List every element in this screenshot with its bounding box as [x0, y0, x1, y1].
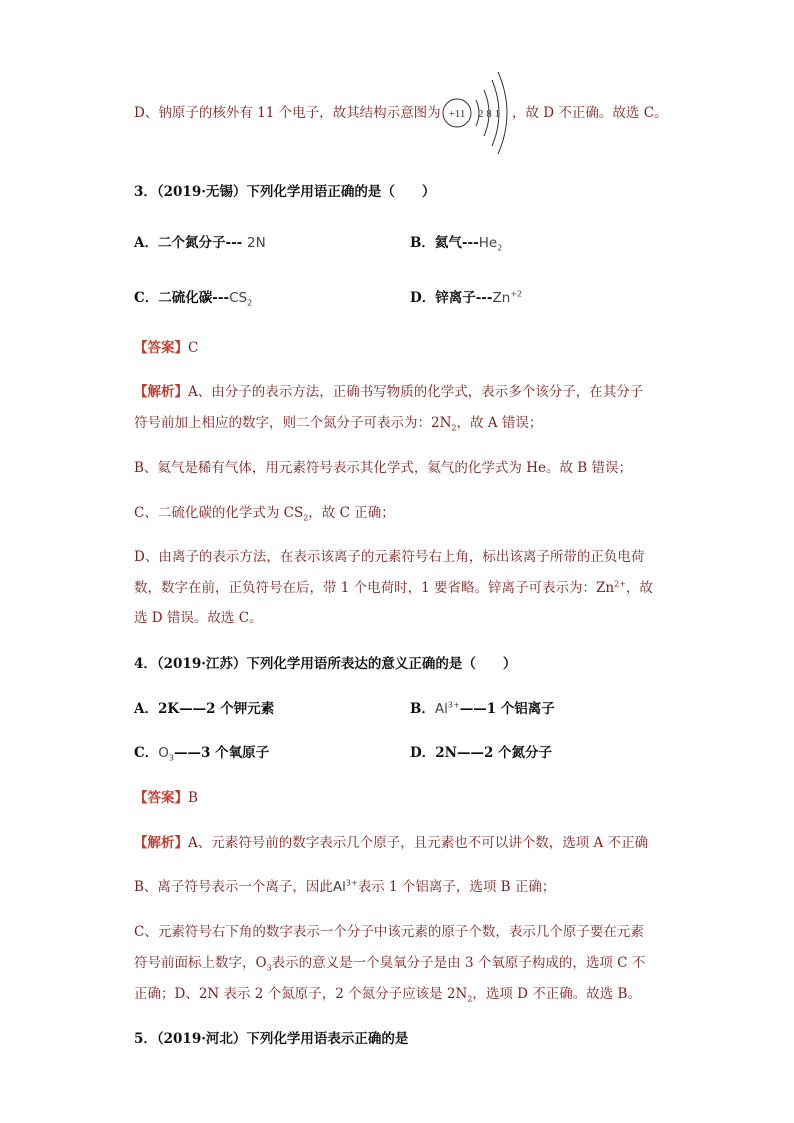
atom-structure-diagram — [440, 66, 510, 156]
atom-shells-label: 2 8 1 — [478, 108, 500, 120]
q3-analysis-1: 【解析】A、由分子的表示方法，正确书写物质的化学式，表示多个该分子，在其分子 — [134, 384, 644, 400]
sodium-structure-line — [134, 103, 441, 123]
q4-analysis-4: 符号前面标上数字，$O_3$表示的意义是一个臭氧分子是由 3 个氧原子构成的，选项 C 不 — [134, 955, 646, 973]
q3-analysis-7: 选 D 错误。故选 C。 — [134, 610, 263, 626]
question-4-title: 4．（2019·江苏）下列化学用语所表达的意义正确的是（ ） — [134, 656, 517, 672]
atom-nucleus-label: +11 — [448, 108, 466, 120]
q3-analysis-5: D、由离子的表示方法，在表示该离子的元素符号右上角，标出该离子所带的正负电荷 — [134, 549, 645, 565]
question-5-title: 5．（2019·河北）下列化学用语表示正确的是 — [134, 1031, 409, 1047]
q3-analysis-4: C、二硫化碳的化学式为 $CS_2$，故 C 正确； — [134, 505, 395, 523]
q3-answer: 【答案】C — [134, 340, 199, 356]
q4-option-c: C．$O_3——3$ 个氧原子 — [134, 745, 270, 763]
q3-analysis-3: B、氦气是稀有气体，用元素符号表示其化学式，氦气的化学式为 He。故 B 错误； — [134, 460, 632, 476]
q4-analysis-5: 正确；D、2N 表示 2 个氮原子，2 个氮分子应该是 $2N_2$，选项 D 不正确。故选 B。 — [134, 986, 641, 1004]
q4-analysis-1: 【解析】A、元素符号前的数字表示几个原子，且元素也不可以讲个数，选项 A 不正确 — [134, 835, 649, 851]
q4-answer: 【答案】B — [134, 790, 198, 806]
q3-analysis-6: 数，数字在前，正负符号在后，带 1 个电荷时，1 要省略。锌离子可表示为：$Zn^{2+}$，故 — [134, 579, 653, 596]
q4-option-b: B．$Al^{3+}——1$ 个铝离子 — [410, 700, 555, 717]
question-3-title: 3．（2019·无锡）下列化学用语正确的是（ ） — [134, 184, 436, 200]
q3-option-b: B．氦气$---He_2$ — [410, 235, 503, 253]
sodium-text-b: ，故 D 不正确。故选 C。 — [512, 105, 668, 121]
q4-option-a: A．2K——2 个钾元素 — [134, 701, 275, 717]
q3-option-d: D．锌离子$---Zn^{+2}$ — [410, 289, 523, 306]
q4-option-d: D．2N——2 个氮分子 — [410, 745, 553, 761]
q3-option-a: A．二个氮分子--- 2N — [134, 235, 266, 251]
q3-analysis-2: 符号前加上相应的数字，则二个氮分子可表示为：$2N_2$，故 A 错误； — [134, 415, 543, 433]
q4-analysis-3: C、元素符号右下角的数字表示一个分子中该元素的原子个数，表示几个原子要在元素 — [134, 924, 644, 940]
q3-option-c: C．二硫化碳$---CS_2$ — [134, 290, 253, 308]
sodium-text-a: D、钠原子的核外有 11 个电子，故其结构示意图为 — [134, 105, 441, 121]
q4-analysis-2: B、离子符号表示一个离子，因此$Al^{3+}$表示 1 个铝离子，选项 B 正确； — [134, 878, 556, 895]
